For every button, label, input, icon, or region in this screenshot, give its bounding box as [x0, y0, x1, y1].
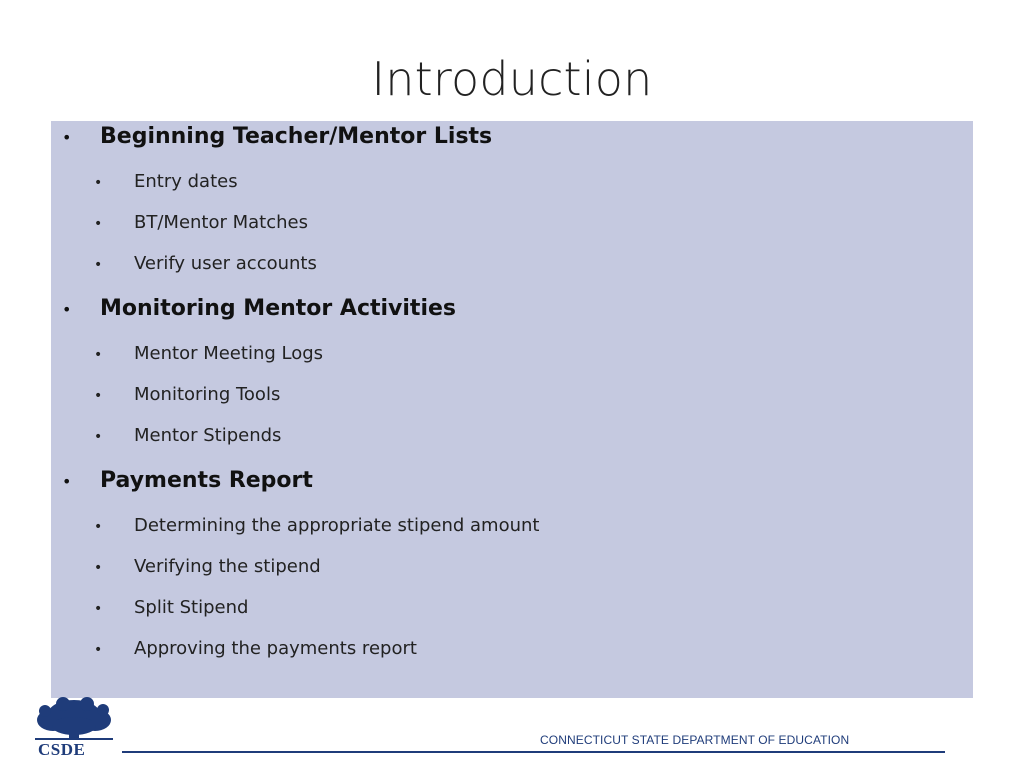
bullet-icon: • — [62, 128, 72, 147]
bullet-icon: • — [62, 300, 72, 319]
bullet-icon: • — [94, 347, 103, 363]
list-item — [94, 425, 281, 446]
list-item — [94, 384, 280, 405]
list-item-text: Approving the payments report — [134, 638, 417, 659]
section-heading — [62, 468, 313, 493]
section-heading-text: Monitoring Mentor Activities — [100, 296, 456, 321]
section-heading-text: Payments Report — [100, 468, 313, 493]
slide-title: Introduction — [371, 52, 653, 106]
list-item-text: BT/Mentor Matches — [134, 212, 308, 233]
bullet-icon: • — [94, 216, 103, 232]
list-item — [94, 343, 323, 364]
list-item-text: Mentor Stipends — [134, 425, 282, 446]
bullet-icon: • — [62, 472, 72, 491]
bullet-icon: • — [94, 519, 103, 535]
list-item — [94, 597, 248, 618]
list-item — [94, 556, 321, 577]
list-item — [94, 212, 308, 233]
bullet-icon: • — [94, 560, 103, 576]
bullet-icon: • — [94, 642, 103, 658]
bullet-icon: • — [94, 388, 103, 404]
list-item — [94, 638, 417, 659]
list-item — [94, 515, 539, 536]
footer-divider — [122, 751, 945, 753]
bullet-icon: • — [94, 429, 103, 445]
list-item-text: Entry dates — [134, 171, 238, 192]
list-item-text: Verifying the stipend — [134, 556, 321, 577]
list-item-text: Verify user accounts — [134, 253, 317, 274]
list-item-text: Split Stipend — [134, 597, 249, 618]
section-heading — [62, 124, 492, 149]
section-heading — [62, 296, 456, 321]
bullet-icon: • — [94, 175, 103, 191]
list-item-text: Monitoring Tools — [134, 384, 281, 405]
section-heading-text: Beginning Teacher/Mentor Lists — [100, 124, 493, 149]
bullet-icon: • — [94, 601, 103, 617]
bullet-icon: • — [94, 257, 103, 273]
footer-org-name: CONNECTICUT STATE DEPARTMENT OF EDUCATION — [540, 733, 850, 747]
csde-logo-text: CSDE — [38, 740, 86, 759]
list-item-text: Mentor Meeting Logs — [134, 343, 324, 364]
list-item — [94, 253, 317, 274]
list-item-text: Determining the appropriate stipend amount — [134, 515, 540, 536]
list-item — [94, 171, 238, 192]
